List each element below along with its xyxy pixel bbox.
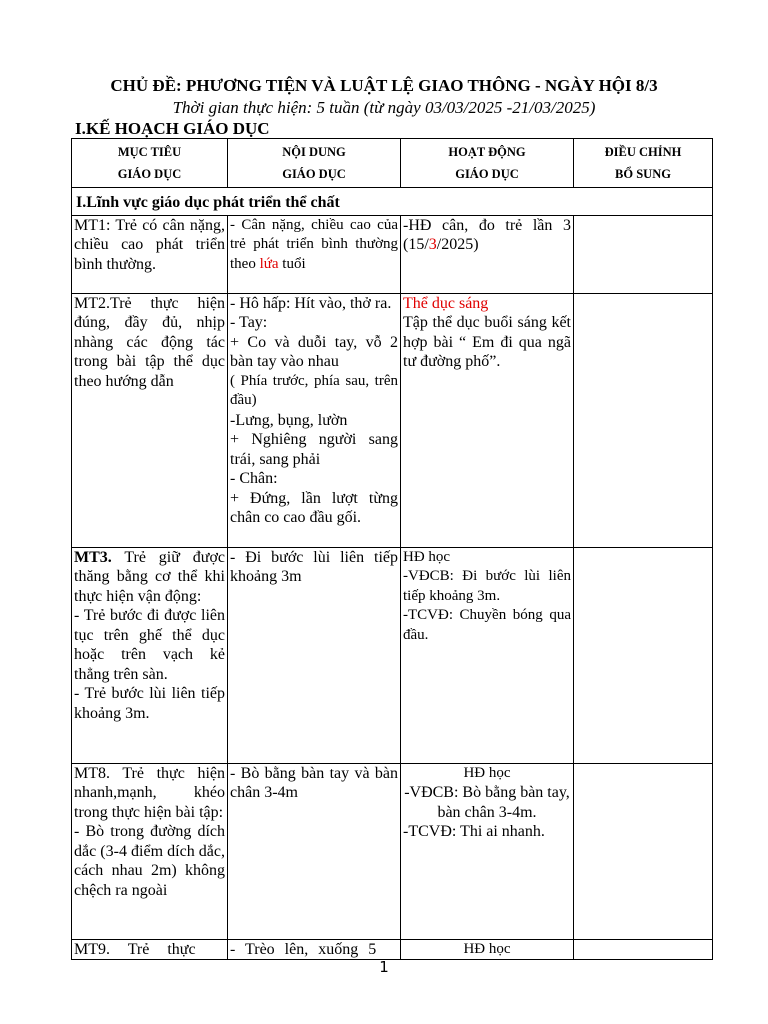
adjustment-mt2 <box>574 293 713 547</box>
header-goal: MỤC TIÊU GIÁO DỤC <box>72 139 228 188</box>
document-subtitle: Thời gian thực hiện: 5 tuần (từ ngày 03/03/2025 -21/03/2025) <box>172 98 596 117</box>
content-mt9: - Trèo lên, xuống 5 <box>228 939 401 960</box>
table-row <box>72 547 713 763</box>
goal-mt2: MT2.Trẻ thực hiện đúng, đầy đủ, nhịp nhàng các động tác trong bài tập thể dục theo hướng dẫn <box>72 293 228 547</box>
page-number: 1 <box>379 958 389 976</box>
goal-mt8: MT8. Trẻ thực hiện nhanh,mạnh, khéo trong thực hiện bài tập: - Bò trong đường dích dắc (3-4 điểm dích dắc, cách nhau 2m) không chệch ra ngoài <box>72 763 228 939</box>
activity-mt9: HĐ học <box>401 939 574 960</box>
adjustment-mt3 <box>574 547 713 763</box>
document-title: CHỦ ĐỀ: PHƯƠNG TIỆN VÀ LUẬT LỆ GIAO THÔNG - NGÀY HỘI 8/3 <box>110 76 658 95</box>
content-mt3: - Đi bước lùi liên tiếp khoảng 3m <box>228 547 401 763</box>
section-heading: I.KẾ HOẠCH GIÁO DỤC <box>75 119 270 138</box>
activity-mt3: HĐ học -VĐCB: Đi bước lùi liên tiếp khoảng 3m. -TCVĐ: Chuyền bóng qua đầu. <box>401 547 574 763</box>
domain-label: I.Lĩnh vực giáo dục phát triển thể chất <box>72 188 713 216</box>
education-plan-table <box>71 138 713 960</box>
header-adjustment: ĐIỀU CHỈNH BỔ SUNG <box>574 139 713 188</box>
table-row <box>72 293 713 547</box>
activity-mt2: Thể dục sáng Tập thể dục buổi sáng kết hợp bài “ Em đi qua ngã tư đường phố”. <box>401 293 574 547</box>
adjustment-mt8 <box>574 763 713 939</box>
activity-mt8: HĐ học -VĐCB: Bò bằng bàn tay, bàn chân 3-4m. -TCVĐ: Thi ai nhanh. <box>401 763 574 939</box>
header-content: NỘI DUNG GIÁO DỤC <box>228 139 401 188</box>
table-header-row <box>72 139 713 188</box>
content-mt2: - Hô hấp: Hít vào, thở ra. - Tay: + Co và duỗi tay, vỗ 2 bàn tay vào nhau ( Phía trước, phía sau, trên đầu) -Lưng, bụng, lườn + Nghiêng người sang trái, sang phải - Chân: + Đứng, lần lượt từng chân co cao đầu gối. <box>228 293 401 547</box>
table-row <box>72 215 713 293</box>
domain-row <box>72 188 713 216</box>
activity-title-morning-exercise: Thể dục sáng <box>403 294 489 312</box>
header-activity: HOẠT ĐỘNG GIÁO DỤC <box>401 139 574 188</box>
table-row <box>72 939 713 960</box>
activity-mt1: -HĐ cân, đo trẻ lần 3 (15/3/2025) <box>401 215 574 293</box>
content-mt8: - Bò bằng bàn tay và bàn chân 3-4m <box>228 763 401 939</box>
table-row <box>72 763 713 939</box>
goal-mt9: MT9. Trẻ thực <box>72 939 228 960</box>
activity-title-lesson: HĐ học <box>463 764 511 781</box>
adjustment-mt9 <box>574 939 713 960</box>
goal-mt3: MT3. Trẻ giữ được thăng bằng cơ thể khi thực hiện vận động: - Trẻ bước đi được liên tục trên ghế thể dục hoặc trên vạch kẻ thẳng trên sàn. - Trẻ bước lùi liên tiếp khoảng 3m. <box>72 547 228 763</box>
adjustment-mt1 <box>574 215 713 293</box>
goal-mt1: MT1: Trẻ có cân nặng, chiều cao phát triển bình thường. <box>72 215 228 293</box>
content-mt1: - Cân nặng, chiều cao của trẻ phát triển bình thường theo lứa tuổi <box>228 215 401 293</box>
activity-title-lesson: HĐ học <box>403 548 451 565</box>
